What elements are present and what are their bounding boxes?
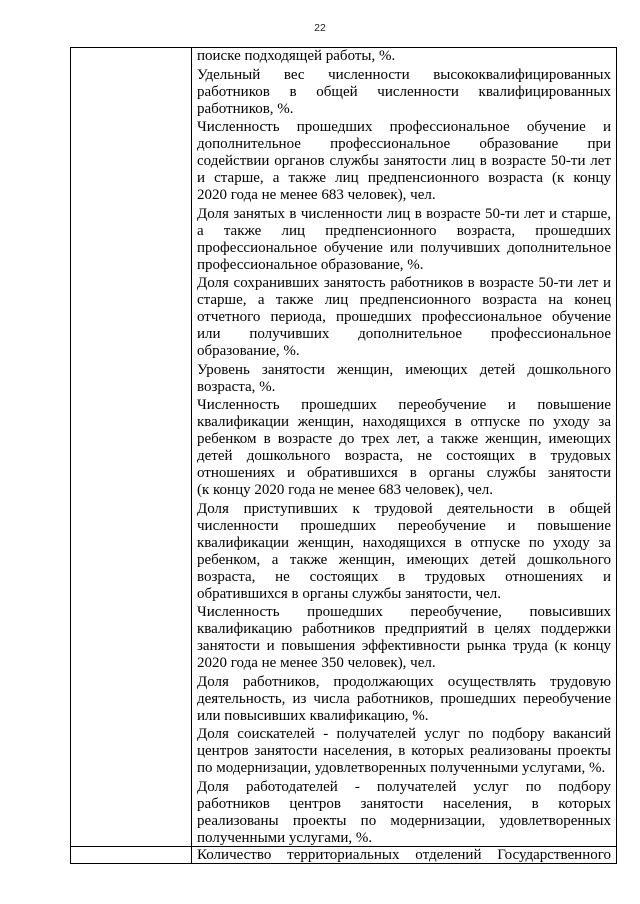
text-line: Доля соискателей - получателей услуг по подбору вакансий <box>197 726 611 742</box>
text-line: старше, а также лиц предпенсионного возраста на конец <box>197 292 611 308</box>
text-line: Численность прошедших профессиональное обучение и <box>197 119 611 135</box>
indicator-paragraph <box>197 362 611 396</box>
text-line: детей дошкольного возраста, не состоящих в трудовых <box>197 448 611 464</box>
text-line: (к концу 2020 года не менее 683 человек), чел. <box>197 482 493 498</box>
indicator-paragraph <box>197 674 611 725</box>
text-line: работников, %. <box>197 100 294 117</box>
text-line: Доля сохранивших занятость работников в возрасте 50-ти лет и <box>197 275 611 291</box>
text-line: реализованы проекты по модернизации, удовлетворенных <box>197 812 611 829</box>
text-line: Численность прошедших переобучение и повышение <box>197 397 611 413</box>
indicator-paragraph <box>197 847 611 863</box>
text-line: профессиональное обучение или получивших дополнительное <box>197 239 611 256</box>
text-line: Доля работодателей - получателей услуг по подбору <box>197 778 611 795</box>
text-line: Доля работников, продолжающих осуществлять трудовую <box>197 673 611 690</box>
table-cell-indicators <box>197 847 611 863</box>
text-line: по модернизации, удовлетворенных полученными услугами, %. <box>197 760 606 776</box>
text-line: поиске подходящей работы, %. <box>197 48 396 64</box>
text-line: или получивших дополнительное профессиональное <box>197 326 611 342</box>
indicators-table <box>70 47 617 864</box>
table-cell-empty <box>71 48 191 846</box>
text-line: Доля занятых в численности лиц в возрасте 50-ти лет и старше, <box>197 205 611 222</box>
text-line: ребенком в возрасте до трех лет, а также женщин, имеющих <box>197 431 611 447</box>
text-line: Доля приступивших к трудовой деятельности в общей <box>197 500 611 517</box>
text-line: квалификации женщин, находящихся в отпуске по уходу за <box>197 534 611 551</box>
text-line: квалификацию работников предприятий в целях поддержки <box>197 621 611 637</box>
indicator-paragraph <box>197 119 611 204</box>
text-line: Количество территориальных отделений Государственного <box>197 847 611 863</box>
text-line: содействии органов службы занятости лиц в возрасте 50-ти лет <box>197 153 611 169</box>
column-divider <box>191 48 192 863</box>
text-line: возраста, не состоящих в трудовых отношениях и <box>197 568 611 585</box>
text-line: ребенком, а также женщин, имеющих детей дошкольного <box>197 551 611 568</box>
text-line: профессиональное образование, %. <box>197 256 424 273</box>
text-line: Удельный вес численности высококвалифицированных <box>197 66 611 83</box>
text-line: полученными услугами, %. <box>197 829 373 846</box>
text-line: и старше, а также лиц предпенсионного возраста (к концу <box>197 170 611 186</box>
text-line: отношениях и обратившихся в органы службы занятости <box>197 465 611 481</box>
indicator-paragraph <box>197 779 611 847</box>
text-line: дополнительное профессиональное образование при <box>197 136 611 152</box>
text-line: образование, %. <box>197 343 300 359</box>
text-line: Уровень занятости женщин, имеющих детей дошкольного <box>197 361 611 378</box>
text-line: численности прошедших переобучение и повышение <box>197 517 611 534</box>
indicator-paragraph <box>197 206 611 274</box>
text-line: отчетного периода, прошедших профессиональное обучение <box>197 309 611 325</box>
text-line: работников центров занятости населения, в которых <box>197 795 611 812</box>
text-line: возраста, %. <box>197 378 276 395</box>
page-number: 22 <box>314 22 326 34</box>
text-line: деятельность, из числа работников, прошедших переобучение <box>197 690 611 707</box>
indicator-paragraph <box>197 275 611 360</box>
text-line: Численность прошедших переобучение, повысивших <box>197 604 611 620</box>
text-line: 2020 года не менее 683 человек), чел. <box>197 187 436 203</box>
text-line: 2020 года не менее 350 человек), чел. <box>197 655 436 671</box>
indicator-paragraph <box>197 726 611 777</box>
table-cell-empty <box>71 847 191 863</box>
text-line: центров занятости населения, в которых реализованы проекты <box>197 743 611 759</box>
text-line: занятости и повышения эффективности рынка труда (к концу <box>197 638 611 654</box>
text-line: обратившихся в органы службы занятости, чел. <box>197 585 502 602</box>
text-line: или повысивших квалификацию, %. <box>197 707 429 724</box>
indicator-paragraph <box>197 48 611 65</box>
indicator-paragraph <box>197 397 611 499</box>
indicator-paragraph <box>197 501 611 603</box>
indicator-paragraph <box>197 67 611 118</box>
text-line: работников в общей численности квалифицированных <box>197 83 611 100</box>
indicator-paragraph <box>197 604 611 672</box>
text-line: квалификации женщин, находящихся в отпуске по уходу за <box>197 414 611 430</box>
table-cell-indicators <box>197 48 611 847</box>
text-line: а также лиц предпенсионного возраста, прошедших <box>197 222 611 239</box>
